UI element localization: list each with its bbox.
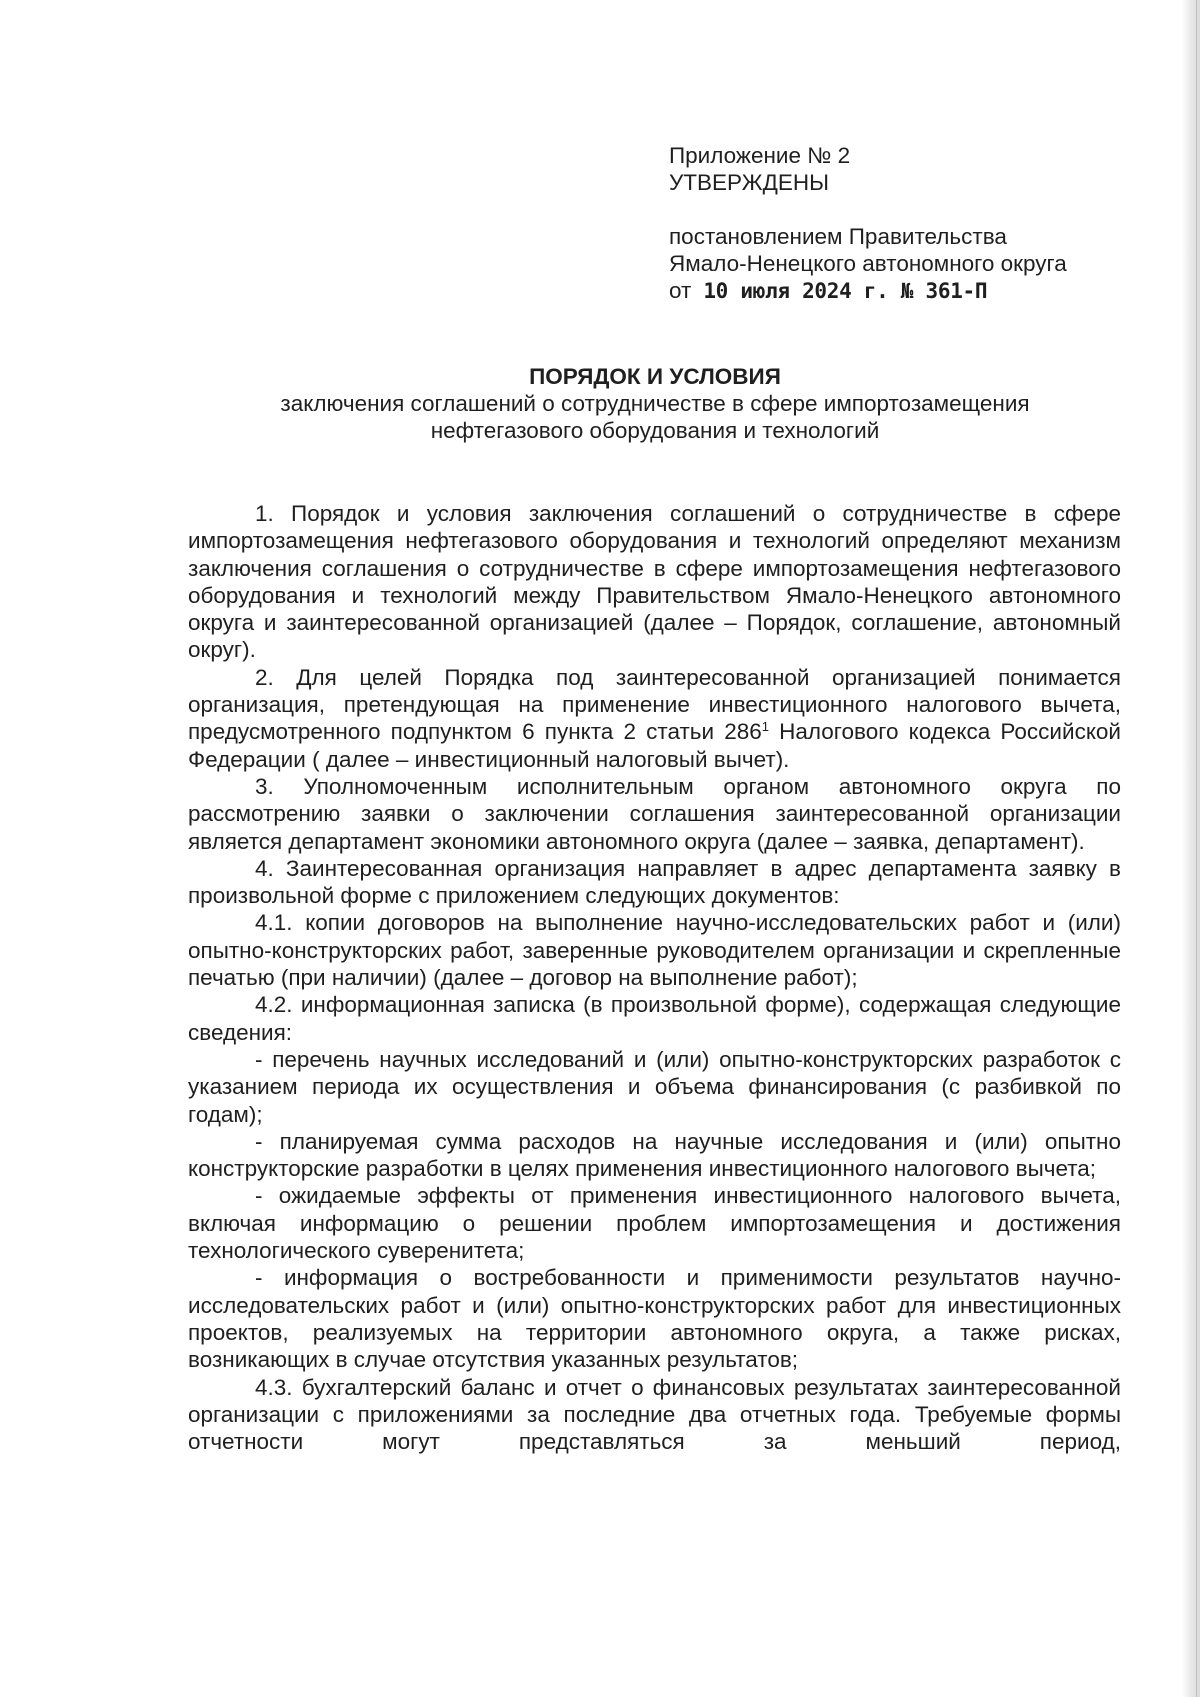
document-subtitle-line-2: нефтегазового оборудования и технологий bbox=[430, 418, 880, 443]
resolution-date-line bbox=[669, 277, 1139, 305]
paragraph-4-3: 4.3. бухгалтерский баланс и отчет о финансовых результатах заинтересованной организации с приложениями за последние два отчетных года. Требуемые формы отчетности могут представляться за меньший период, bbox=[188, 1374, 1121, 1455]
page-right-shadow bbox=[1182, 0, 1200, 1697]
footnote-superscript: 1 bbox=[761, 719, 769, 735]
paragraph-4-1: 4.1. копии договоров на выполнение научно-исследовательских работ и (или) опытно-конструкторских работ, заверенные руководителем организации и скрепленные печатью (при наличии) (далее – договор на выполнение работ); bbox=[188, 910, 1121, 991]
document-subtitle-line-1: заключения соглашений о сотрудничестве в сфере импортозамещения bbox=[280, 391, 1030, 416]
paragraph-4: 4. Заинтересованная организация направляет в адрес департамента заявку в произвольной форме с приложением следующих документов: bbox=[188, 855, 1121, 909]
date-prefix: от bbox=[669, 278, 692, 303]
resolution-label: постановлением Правительства bbox=[669, 224, 1007, 249]
appendix-number: Приложение № 2 bbox=[669, 143, 851, 168]
bullet-item-3: - ожидаемые эффекты от применения инвестиционного налогового вычета, включая информацию о решении проблем импортозамещения и достижения технологического суверенитета; bbox=[188, 1183, 1121, 1264]
paragraph-3: 3. Уполномоченным исполнительным органом автономного округа по рассмотрению заявки о заключении соглашения заинтересованной организации является департамент экономики автономного округа (далее – заявка, департамент). bbox=[188, 773, 1121, 854]
document-body bbox=[188, 500, 1121, 1455]
document-title: ПОРЯДОК И УСЛОВИЯ bbox=[529, 364, 781, 389]
approval-block bbox=[669, 142, 1139, 305]
bullet-item-1: - перечень научных исследований и (или) опытно-конструкторских разработок с указанием периода их осуществления и объема финансирования (с разбивкой по годам); bbox=[188, 1046, 1121, 1127]
paragraph-2-text-a: 2. Для целей Порядка под заинтересованной организацией понимается организация, претендующая на применение инвестиционного налогового вычета, предусмотренного подпунктом 6 пункта 2 статьи 286 bbox=[188, 664, 1121, 745]
document-title-block bbox=[188, 363, 1122, 444]
page-edge bbox=[1196, 0, 1197, 1697]
approved-label: УТВЕРЖДЕНЫ bbox=[669, 170, 829, 195]
resolution-date-number: 10 июля 2024 г. № 361-П bbox=[703, 279, 988, 303]
paragraph-4-2: 4.2. информационная записка (в произвольной форме), содержащая следующие сведения: bbox=[188, 992, 1121, 1045]
paragraph-2 bbox=[188, 664, 1121, 773]
paragraph-2-text-b: Налогового кодекса Российской Федерации ( далее – инвестиционный налоговый вычет). bbox=[188, 719, 1121, 772]
bullet-item-4: - информация о востребованности и применимости результатов научно-исследовательских работ и (или) опытно-конструкторских работ для инвестиционных проектов, реализуемых на территории автономного округа, а также рисках, возникающих в случае отсутствия указанных результатов; bbox=[188, 1265, 1121, 1373]
government-name: Ямало-Ненецкого автономного округа bbox=[669, 251, 1067, 276]
paragraph-1: 1. Порядок и условия заключения соглашений о сотрудничестве в сфере импортозамещения нефтегазового оборудования и технологий определяют механизм заключения соглашения о сотрудничестве в сфере импортозамещения нефтегазового оборудования и технологий между Правительством Ямало-Ненецкого автономного округа и заинтересованной организацией (далее – Порядок, соглашение, автономный округ). bbox=[188, 501, 1121, 663]
bullet-item-2: - планируемая сумма расходов на научные исследования и (или) опытно конструкторские разработки в целях применения инвестиционного налогового вычета; bbox=[188, 1128, 1121, 1182]
